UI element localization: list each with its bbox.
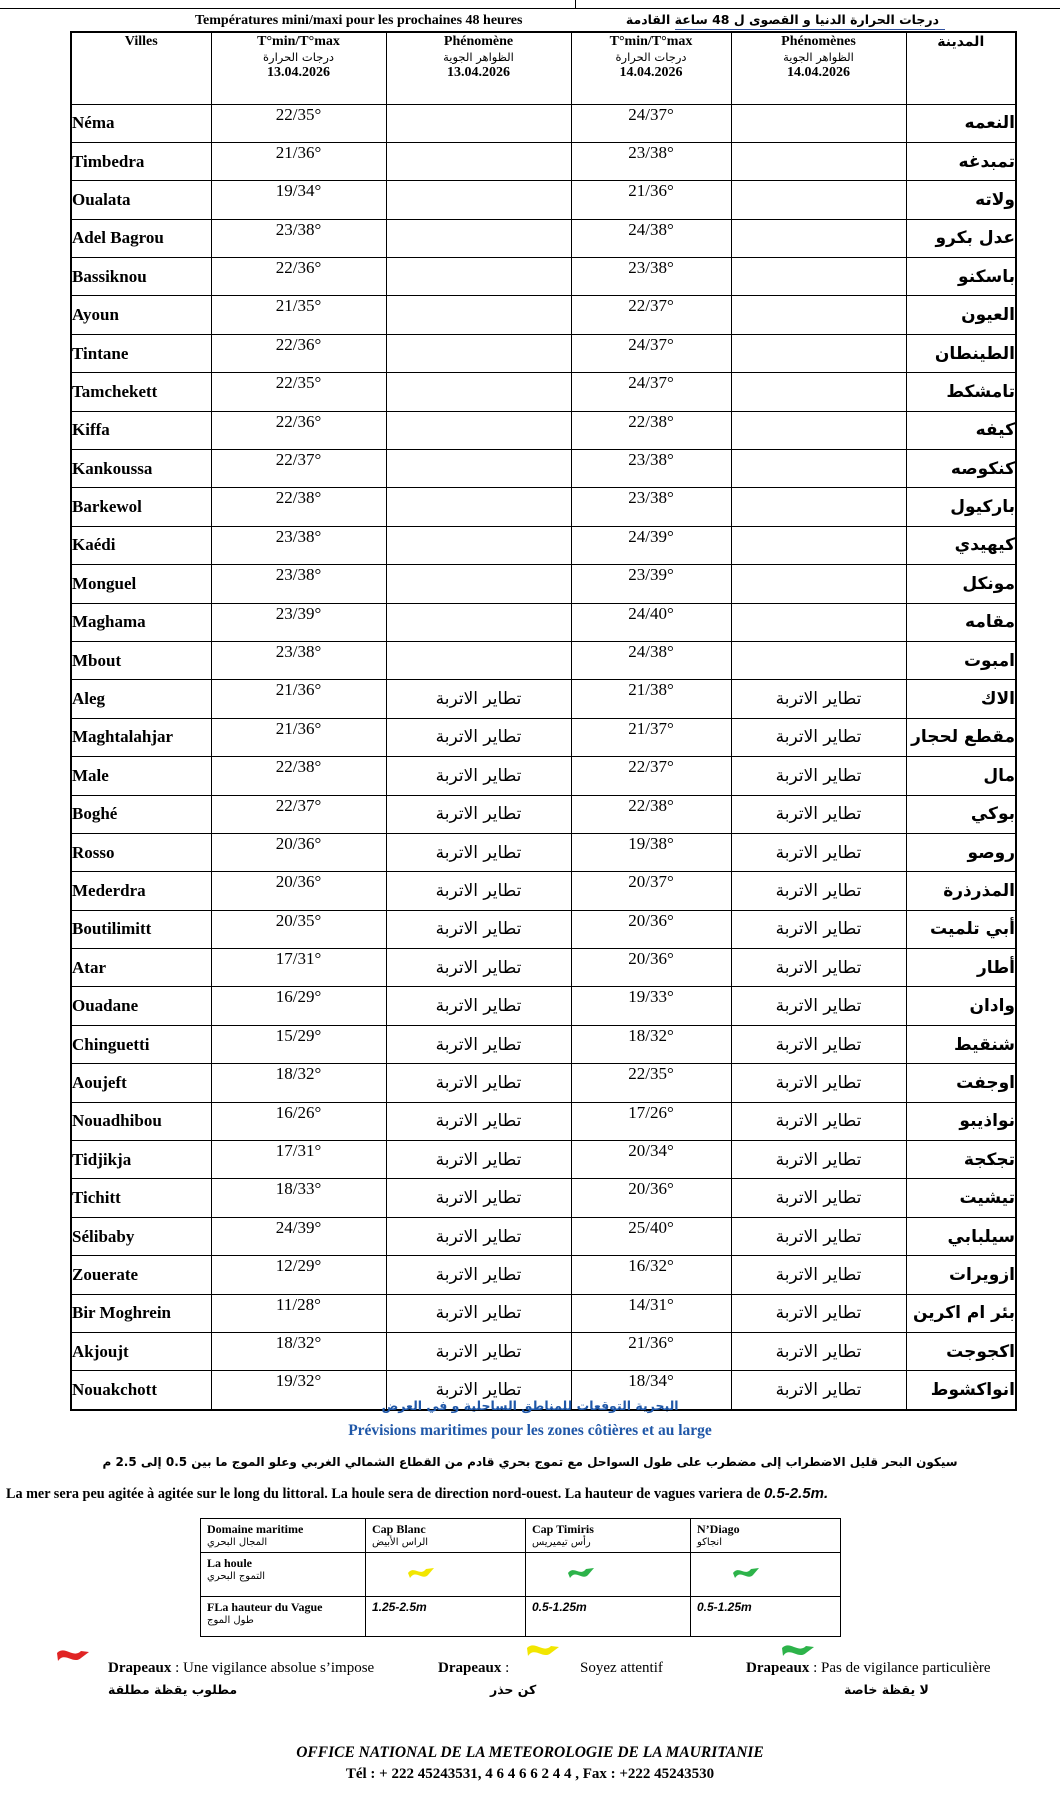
table-row — [71, 1256, 1016, 1294]
table-row — [71, 104, 1016, 142]
temp-day1: 22/37° — [211, 450, 386, 488]
temp-day2: 24/37° — [571, 373, 731, 411]
phenomene-day2: تطاير الاتربة — [731, 718, 906, 756]
phenomene-day1: تطاير الاتربة — [386, 872, 571, 910]
temp-day1: 21/36° — [211, 680, 386, 718]
temp-day2: 18/34° — [571, 1371, 731, 1410]
table-row — [71, 219, 1016, 257]
table-row — [71, 1102, 1016, 1140]
phenomene-day1: تطاير الاتربة — [386, 795, 571, 833]
temp-day2: 23/38° — [571, 142, 731, 180]
phenomene-day2: تطاير الاتربة — [731, 1294, 906, 1332]
temp-day2: 20/36° — [571, 910, 731, 948]
maritime-houle-row — [201, 1553, 841, 1597]
city-name-ar: اوجفت — [906, 1064, 1016, 1102]
table-row — [71, 757, 1016, 795]
city-name: Néma — [71, 104, 211, 142]
table-row — [71, 910, 1016, 948]
phenomene-day1: تطاير الاتربة — [386, 718, 571, 756]
temp-day1: 21/36° — [211, 142, 386, 180]
phenomene-day1: تطاير الاتربة — [386, 1025, 571, 1063]
sea-state-ar: سيكون البحر قليل الاضطراب إلى مضطرب على طول السواحل مع تموج بحري قادم من القطاع الشمالي الغربي وعلو الموج ما بين 0.5 إلى 2.5 م — [102, 1455, 958, 1469]
temp-day1: 17/31° — [211, 1141, 386, 1179]
temp-day2: 18/32° — [571, 1025, 731, 1063]
city-name-ar: الاك — [906, 680, 1016, 718]
table-row — [71, 987, 1016, 1025]
phenomene-day1: تطاير الاتربة — [386, 1064, 571, 1102]
maritime-h-domain: Domaine maritime المجال البحري — [201, 1519, 366, 1553]
city-name-ar: مونكل — [906, 565, 1016, 603]
city-name-ar: باركيول — [906, 488, 1016, 526]
table-row — [71, 1333, 1016, 1371]
phenomene-day1 — [386, 603, 571, 641]
table-row — [71, 641, 1016, 679]
city-name-ar: بوكي — [906, 795, 1016, 833]
city-name: Ouadane — [71, 987, 211, 1025]
table-row — [71, 258, 1016, 296]
temp-day2: 17/26° — [571, 1102, 731, 1140]
city-name: Timbedra — [71, 142, 211, 180]
header-ville-ar: المدينة — [906, 32, 1016, 104]
city-name-ar: شنقيط — [906, 1025, 1016, 1063]
temp-day2: 22/38° — [571, 795, 731, 833]
temp-day2: 20/36° — [571, 1179, 731, 1217]
maritime-ndiago-flag-cell — [691, 1553, 841, 1597]
city-name-ar: مال — [906, 757, 1016, 795]
phenomene-day1: تطاير الاتربة — [386, 1294, 571, 1332]
temp-day2: 22/38° — [571, 411, 731, 449]
temp-day2: 24/39° — [571, 526, 731, 564]
table-row — [71, 872, 1016, 910]
temp-day1: 20/35° — [211, 910, 386, 948]
city-name: Mbout — [71, 641, 211, 679]
temp-day1: 19/32° — [211, 1371, 386, 1410]
phenomene-day1 — [386, 296, 571, 334]
marine-title-fr: Prévisions maritimes pour les zones côtières et au large — [348, 1422, 712, 1439]
temp-day1: 22/38° — [211, 488, 386, 526]
maritime-header-row — [201, 1519, 841, 1553]
phenomene-day2 — [731, 641, 906, 679]
legend-yellow-text: Drapeaux : — [438, 1660, 510, 1676]
temp-day2: 21/38° — [571, 680, 731, 718]
city-name: Akjoujt — [71, 1333, 211, 1371]
city-name: Sélibaby — [71, 1217, 211, 1255]
temp-day1: 22/36° — [211, 334, 386, 372]
phenomene-day1: تطاير الاتربة — [386, 1102, 571, 1140]
yellow-flag-icon — [406, 1563, 436, 1581]
header-title-fr: Températures mini/maxi pour les prochaines 48 heures — [195, 13, 523, 28]
phenomene-day2: تطاير الاتربة — [731, 949, 906, 987]
city-name: Boutilimitt — [71, 910, 211, 948]
temp-day1: 22/35° — [211, 104, 386, 142]
table-row — [71, 718, 1016, 756]
phenomene-day1 — [386, 411, 571, 449]
table-row — [71, 949, 1016, 987]
temp-day1: 23/38° — [211, 641, 386, 679]
table-row — [71, 833, 1016, 871]
temp-day1: 16/29° — [211, 987, 386, 1025]
temp-day1: 20/36° — [211, 872, 386, 910]
temp-day2: 24/40° — [571, 603, 731, 641]
phenomene-day2: تطاير الاتربة — [731, 795, 906, 833]
temp-day1: 12/29° — [211, 1256, 386, 1294]
legend-yellow-ar: كن حذر — [490, 1682, 537, 1697]
maritime-table — [200, 1518, 841, 1637]
temp-day2: 19/38° — [571, 833, 731, 871]
legend-red-ar: مطلوب يقظة مطلقة — [108, 1682, 238, 1697]
table-row — [71, 565, 1016, 603]
city-name: Aleg — [71, 680, 211, 718]
city-name-ar: الطينطان — [906, 334, 1016, 372]
temp-day2: 23/38° — [571, 488, 731, 526]
phenomene-day1: تطاير الاتربة — [386, 1141, 571, 1179]
temp-day2: 24/38° — [571, 641, 731, 679]
header-tminmax-1: T°min/T°max درجات الحرارة 13.04.2026 — [211, 32, 386, 104]
temp-day2: 14/31° — [571, 1294, 731, 1332]
city-name-ar: مقامه — [906, 603, 1016, 641]
phenomene-day2: تطاير الاتربة — [731, 1064, 906, 1102]
header-title-ar: درجات الحرارة الدنيا و القصوى ل 48 ساعة القادمة — [625, 12, 939, 27]
phenomene-day1 — [386, 526, 571, 564]
city-name-ar: كيفه — [906, 411, 1016, 449]
phenomene-day2: تطاير الاتربة — [731, 833, 906, 871]
table-row — [71, 296, 1016, 334]
temp-day1: 22/36° — [211, 411, 386, 449]
phenomene-day2: تطاير الاتربة — [731, 757, 906, 795]
phenomene-day2: تطاير الاتربة — [731, 680, 906, 718]
table-row — [71, 181, 1016, 219]
temp-day1: 23/38° — [211, 565, 386, 603]
legend-green-ar: لا يقظة خاصة — [844, 1682, 929, 1697]
city-name-ar: تامشكط — [906, 373, 1016, 411]
yellow-flag-icon — [525, 1640, 561, 1660]
temp-day1: 22/36° — [211, 258, 386, 296]
maritime-capblanc-value: 1.25-2.5m — [366, 1597, 526, 1637]
table-row — [71, 1217, 1016, 1255]
city-name: Atar — [71, 949, 211, 987]
city-name-ar: كيهيدي — [906, 526, 1016, 564]
maritime-hauteur-label: FLa hauteur du Vague طول الموج — [201, 1597, 366, 1637]
city-name: Adel Bagrou — [71, 219, 211, 257]
table-row — [71, 1025, 1016, 1063]
city-name-ar: تجكجة — [906, 1141, 1016, 1179]
temp-day1: 23/38° — [211, 219, 386, 257]
city-name-ar: ولاته — [906, 181, 1016, 219]
temp-day1: 18/32° — [211, 1333, 386, 1371]
city-name-ar: امبوت — [906, 641, 1016, 679]
table-row — [71, 680, 1016, 718]
temp-day1: 16/26° — [211, 1102, 386, 1140]
temp-day2: 20/34° — [571, 1141, 731, 1179]
phenomene-day1: تطاير الاتربة — [386, 987, 571, 1025]
temp-day1: 19/34° — [211, 181, 386, 219]
phenomene-day2 — [731, 219, 906, 257]
phenomene-day1: تطاير الاتربة — [386, 949, 571, 987]
legend-green-text: Drapeaux : Pas de vigilance particulière — [746, 1660, 991, 1676]
table-row — [71, 1294, 1016, 1332]
city-name-ar: النعمه — [906, 104, 1016, 142]
city-name-ar: تيشيت — [906, 1179, 1016, 1217]
city-name-ar: عدل بكرو — [906, 219, 1016, 257]
phenomene-day1: تطاير الاتربة — [386, 910, 571, 948]
phenomene-day1 — [386, 488, 571, 526]
phenomene-day1: تطاير الاتربة — [386, 1179, 571, 1217]
phenomene-day1: تطاير الاتربة — [386, 833, 571, 871]
city-name-ar: كنكوصه — [906, 450, 1016, 488]
header-villes: Villes — [71, 32, 211, 104]
top-border-line — [0, 8, 1060, 9]
table-row — [71, 334, 1016, 372]
legend-yellow-text2: Soyez attentif — [580, 1660, 663, 1676]
city-name: Zouerate — [71, 1256, 211, 1294]
temp-day1: 18/33° — [211, 1179, 386, 1217]
maritime-h-captimiris: Cap Timiris رأس تيميريس — [526, 1519, 691, 1553]
maritime-houle-label: La houle التموج البحري — [201, 1553, 366, 1597]
maritime-hauteur-row — [201, 1597, 841, 1637]
phenomene-day2 — [731, 373, 906, 411]
city-name: Tidjikja — [71, 1141, 211, 1179]
sea-state-fr: La mer sera peu agitée à agitée sur le long du littoral. La houle sera de direction nord-ouest. La hauteur de vagues variera de 0.5-2.5m. — [6, 1485, 829, 1502]
temp-day1: 22/35° — [211, 373, 386, 411]
phenomene-day2 — [731, 334, 906, 372]
city-name-ar: وادان — [906, 987, 1016, 1025]
phenomene-day1 — [386, 450, 571, 488]
city-name-ar: سيلبابي — [906, 1217, 1016, 1255]
city-name-ar: أطار — [906, 949, 1016, 987]
phenomene-day1 — [386, 641, 571, 679]
temp-day2: 22/37° — [571, 296, 731, 334]
phenomene-day1: تطاير الاتربة — [386, 680, 571, 718]
city-name: Monguel — [71, 565, 211, 603]
phenomene-day1 — [386, 565, 571, 603]
phenomene-day2: تطاير الاتربة — [731, 1102, 906, 1140]
phenomene-day1: تطاير الاتربة — [386, 1217, 571, 1255]
city-name: Nouakchott — [71, 1371, 211, 1410]
temp-day1: 15/29° — [211, 1025, 386, 1063]
phenomene-day2 — [731, 603, 906, 641]
city-name: Kaédi — [71, 526, 211, 564]
city-name: Tamchekett — [71, 373, 211, 411]
temp-day2: 23/38° — [571, 450, 731, 488]
table-row — [71, 373, 1016, 411]
temp-day1: 17/31° — [211, 949, 386, 987]
temp-day2: 24/37° — [571, 334, 731, 372]
maritime-captimiris-flag-cell — [526, 1553, 691, 1597]
table-row — [71, 603, 1016, 641]
office-name: OFFICE NATIONAL DE LA METEOROLOGIE DE LA MAURITANIE — [296, 1744, 764, 1761]
maritime-capblanc-flag-cell — [366, 1553, 526, 1597]
maritime-h-capblanc: Cap Blanc الراس الأبيض — [366, 1519, 526, 1553]
city-name-ar: المذرذرة — [906, 872, 1016, 910]
city-name: Maghama — [71, 603, 211, 641]
green-flag-icon — [566, 1563, 596, 1581]
phenomene-day1: تطاير الاتربة — [386, 757, 571, 795]
city-name: Barkewol — [71, 488, 211, 526]
city-name: Kankoussa — [71, 450, 211, 488]
phenomene-day2: تطاير الاتربة — [731, 910, 906, 948]
phenomene-day2: تطاير الاتربة — [731, 1217, 906, 1255]
city-name-ar: تمبدغه — [906, 142, 1016, 180]
temp-day2: 21/36° — [571, 1333, 731, 1371]
phenomene-day2 — [731, 258, 906, 296]
phenomene-day2: تطاير الاتربة — [731, 987, 906, 1025]
table-row — [71, 142, 1016, 180]
temp-day1: 22/38° — [211, 757, 386, 795]
temp-day1: 23/38° — [211, 526, 386, 564]
city-name: Boghé — [71, 795, 211, 833]
city-name-ar: نواذيبو — [906, 1102, 1016, 1140]
phenomene-day2 — [731, 411, 906, 449]
city-name-ar: مقطع لحجار — [906, 718, 1016, 756]
city-name-ar: انواكشوط — [906, 1371, 1016, 1410]
city-name-ar: العيون — [906, 296, 1016, 334]
temp-day1: 23/39° — [211, 603, 386, 641]
header-title — [185, 11, 945, 31]
phenomene-day2: تطاير الاتربة — [731, 1333, 906, 1371]
temp-day1: 24/39° — [211, 1217, 386, 1255]
temp-day2: 23/38° — [571, 258, 731, 296]
header-underline — [675, 29, 945, 30]
table-row — [71, 1064, 1016, 1102]
header-phenomene-1: Phénomène الظواهر الجوية 13.04.2026 — [386, 32, 571, 104]
green-flag-icon — [731, 1563, 761, 1581]
city-name: Bir Moghrein — [71, 1294, 211, 1332]
phenomene-day2: تطاير الاتربة — [731, 1256, 906, 1294]
city-name: Rosso — [71, 833, 211, 871]
phenomene-day1: تطاير الاتربة — [386, 1256, 571, 1294]
table-row — [71, 450, 1016, 488]
phenomene-day2: تطاير الاتربة — [731, 1179, 906, 1217]
table-row — [71, 795, 1016, 833]
phenomene-day1 — [386, 181, 571, 219]
temp-day2: 24/38° — [571, 219, 731, 257]
header-tminmax-2: T°min/T°max درجات الحرارة 14.04.2026 — [571, 32, 731, 104]
green-flag-icon — [780, 1640, 816, 1660]
temp-day2: 22/35° — [571, 1064, 731, 1102]
phenomene-day2 — [731, 565, 906, 603]
city-name-ar: روصو — [906, 833, 1016, 871]
phenomene-day2: تطاير الاتربة — [731, 1141, 906, 1179]
temp-day1: 21/36° — [211, 718, 386, 756]
temp-day2: 16/32° — [571, 1256, 731, 1294]
phenomene-day1 — [386, 142, 571, 180]
city-name-ar: أبي تلميت — [906, 910, 1016, 948]
city-name: Kiffa — [71, 411, 211, 449]
forecast-table — [70, 31, 1017, 1411]
city-name-ar: ازويرات — [906, 1256, 1016, 1294]
city-name-ar: اكجوجت — [906, 1333, 1016, 1371]
temp-day1: 22/37° — [211, 795, 386, 833]
temp-day1: 20/36° — [211, 833, 386, 871]
phenomene-day1: تطاير الاتربة — [386, 1371, 571, 1410]
top-border-tick — [575, 0, 576, 9]
table-row — [71, 1179, 1016, 1217]
city-name: Oualata — [71, 181, 211, 219]
temp-day1: 21/35° — [211, 296, 386, 334]
legend-red-text: Drapeaux : Une vigilance absolue s’impose — [108, 1660, 375, 1676]
phenomene-day2 — [731, 181, 906, 219]
phenomene-day1 — [386, 334, 571, 372]
temp-day2: 20/37° — [571, 872, 731, 910]
phenomene-day2 — [731, 142, 906, 180]
phenomene-day2 — [731, 450, 906, 488]
phenomene-day2 — [731, 104, 906, 142]
city-name: Maghtalahjar — [71, 718, 211, 756]
temp-day1: 18/32° — [211, 1064, 386, 1102]
city-name-ar: باسكنو — [906, 258, 1016, 296]
maritime-captimiris-value: 0.5-1.25m — [526, 1597, 691, 1637]
temp-day2: 20/36° — [571, 949, 731, 987]
city-name: Tintane — [71, 334, 211, 372]
phenomene-day2 — [731, 296, 906, 334]
city-name: Bassiknou — [71, 258, 211, 296]
phenomene-day2: تطاير الاتربة — [731, 872, 906, 910]
flag-legend — [0, 1640, 1060, 1710]
temp-day1: 11/28° — [211, 1294, 386, 1332]
maritime-ndiago-value: 0.5-1.25m — [691, 1597, 841, 1637]
city-name: Tichitt — [71, 1179, 211, 1217]
table-row — [71, 526, 1016, 564]
red-flag-icon — [55, 1645, 91, 1665]
phenomene-day1: تطاير الاتربة — [386, 1333, 571, 1371]
table-row — [71, 411, 1016, 449]
phenomene-day1 — [386, 104, 571, 142]
temp-day2: 24/37° — [571, 104, 731, 142]
city-name-ar: بئر ام اكرين — [906, 1294, 1016, 1332]
phenomene-day1 — [386, 373, 571, 411]
forecast-body — [71, 104, 1016, 1410]
phenomene-day2 — [731, 526, 906, 564]
marine-title-ar: البحرية التوقعات للمناطق الساحلية و في العرض — [381, 1398, 679, 1413]
table-row — [71, 1141, 1016, 1179]
city-name: Chinguetti — [71, 1025, 211, 1063]
forecast-header-row — [71, 32, 1016, 104]
table-row — [71, 488, 1016, 526]
phenomene-day2: تطاير الاتربة — [731, 1371, 906, 1410]
temp-day2: 19/33° — [571, 987, 731, 1025]
city-name: Aoujeft — [71, 1064, 211, 1102]
temp-day2: 21/36° — [571, 181, 731, 219]
phenomene-day1 — [386, 219, 571, 257]
phenomene-day2 — [731, 488, 906, 526]
phenomene-day1 — [386, 258, 571, 296]
header-phenomene-2: Phénomènes الظواهر الجوية 14.04.2026 — [731, 32, 906, 104]
maritime-h-ndiago: N’Diago انجاكو — [691, 1519, 841, 1553]
contact-line: Tél : + 222 45243531, 4 6 4 6 6 2 4 4 , Fax : +222 45243530 — [345, 1766, 715, 1782]
temp-day2: 23/39° — [571, 565, 731, 603]
temp-day2: 22/37° — [571, 757, 731, 795]
temp-day2: 25/40° — [571, 1217, 731, 1255]
city-name: Mederdra — [71, 872, 211, 910]
city-name: Nouadhibou — [71, 1102, 211, 1140]
city-name: Male — [71, 757, 211, 795]
temp-day2: 21/37° — [571, 718, 731, 756]
city-name: Ayoun — [71, 296, 211, 334]
phenomene-day2: تطاير الاتربة — [731, 1025, 906, 1063]
